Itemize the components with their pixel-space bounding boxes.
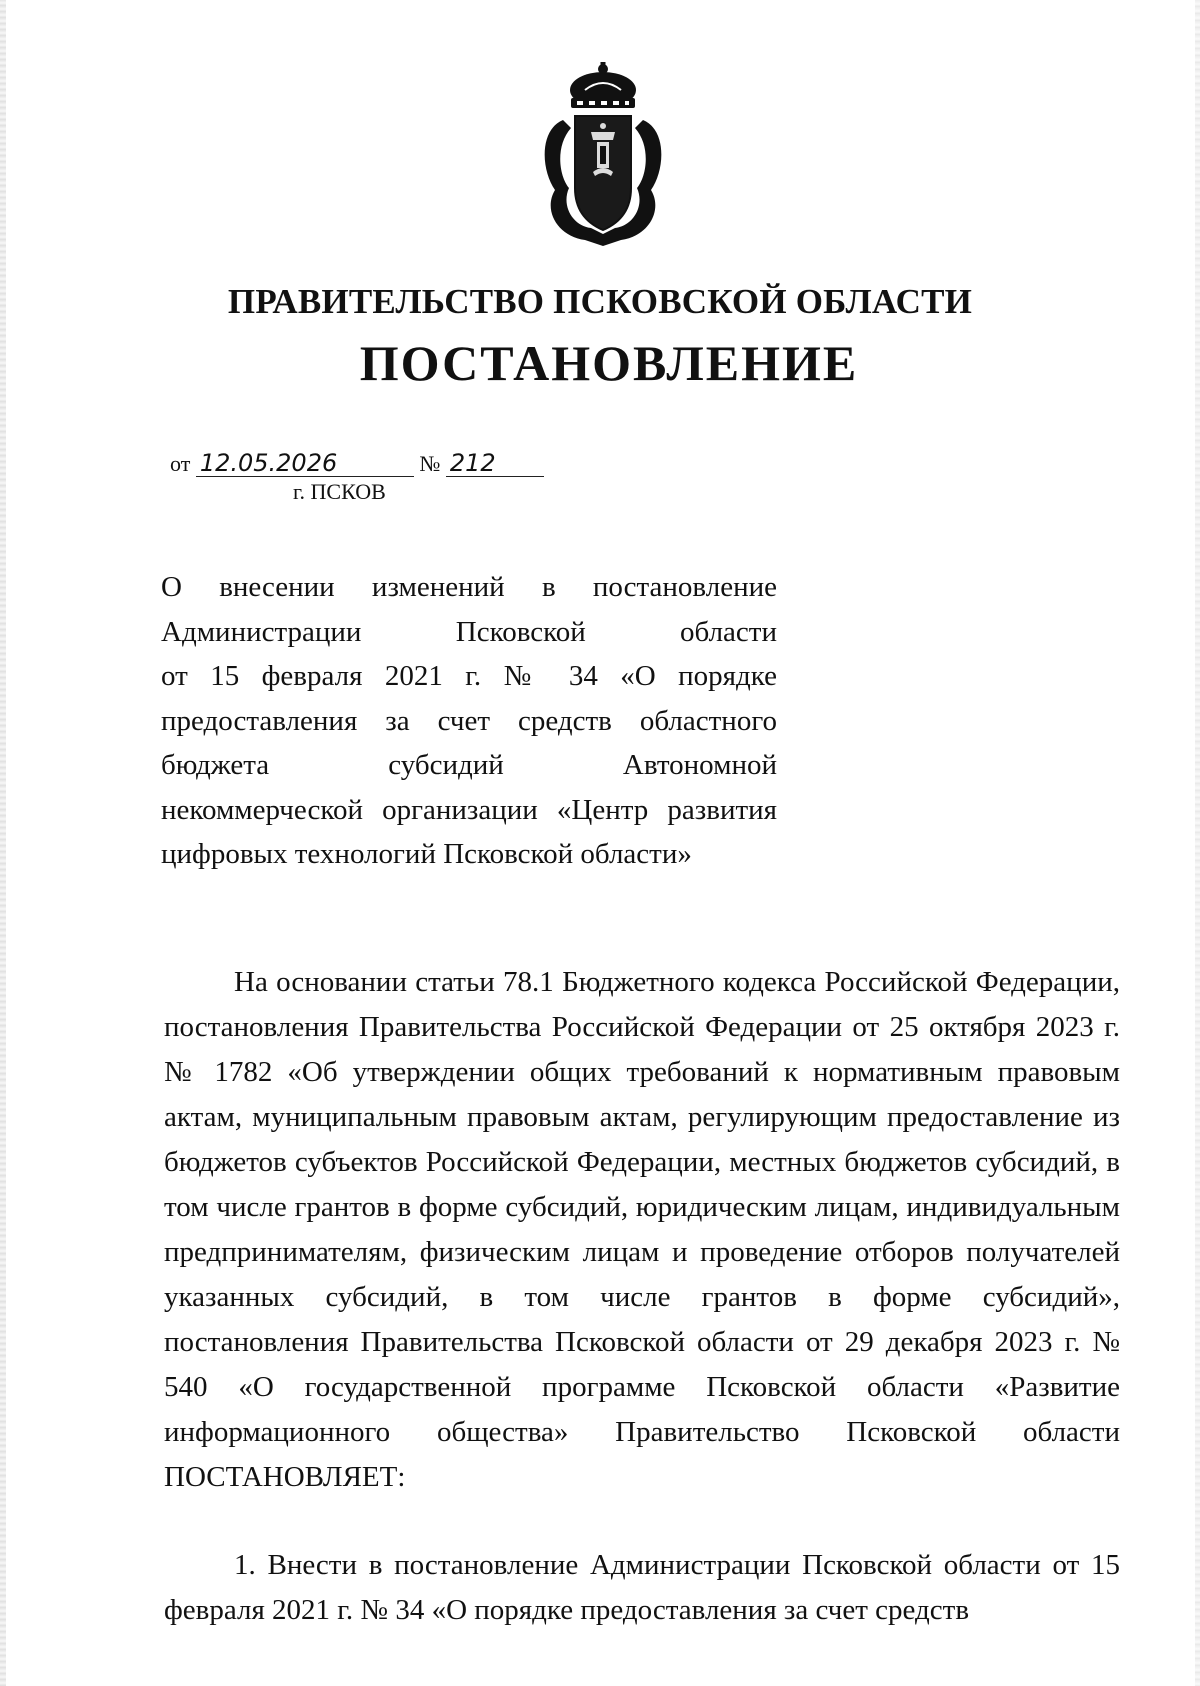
subject-line: предоставления за счет средств областного — [161, 704, 777, 737]
subject-line: от 15 февраля 2021 г. № 34 «О порядке — [161, 660, 777, 692]
scan-edge-right — [1195, 0, 1200, 1686]
city-line: г. ПСКОВ — [293, 479, 386, 504]
subject-line: цифровых технологий Псковской области» — [161, 838, 692, 870]
subject-line: Администрации Псковской области — [161, 615, 777, 648]
handwritten-number: 212 — [446, 450, 544, 477]
registration-line — [170, 450, 544, 477]
subject-line: бюджета субсидий Автономной — [161, 749, 777, 781]
organization-title: ПРАВИТЕЛЬСТВО ПСКОВСКОЙ ОБЛАСТИ — [227, 282, 973, 321]
date-prefix: от — [170, 451, 191, 476]
item-1-paragraph: 1. Внести в постановление Администрации Псковской области от 15 февраля 2021 г. № 34 «О порядке предоставления за счет средств — [164, 1549, 1120, 1626]
subject-line: некоммерческой организации «Центр развития — [161, 793, 777, 826]
scan-edge-left — [0, 0, 6, 1686]
subject-line: О внесении изменений в постановление — [161, 571, 777, 603]
document-type-title: ПОСТАНОВЛЕНИЕ — [359, 335, 859, 391]
preamble-paragraph: На основании статьи 78.1 Бюджетного кодекса Российской Федерации, постановления Правительства Российской Федерации от 25 октября 2023 г. № 1782 «Об утверждении общих требований к нормативным правовым актам, муниципальным правовым актам, регулирующим предоставление из бюджетов субъектов Российской Федерации, местных бюджетов субсидий, в том числе грантов в форме субсидий, юридическим лицам, индивидуальным предпринимателям, физическим лицам и проведение отборов получателей указанных субсидий, в том числе грантов в форме субсидий», постановления Правительства Псковской области от 29 декабря 2023 г. № 540 «О государственной программе Псковской области «Развитие информационного общества» Правительство Псковской области ПОСТАНОВЛЯЕТ: — [164, 966, 1120, 1493]
document-subject — [161, 565, 777, 877]
pskov-oblast-coat-of-arms-icon — [533, 60, 673, 250]
number-prefix: № — [419, 451, 441, 476]
handwritten-date: 12.05.2026 — [196, 450, 414, 477]
